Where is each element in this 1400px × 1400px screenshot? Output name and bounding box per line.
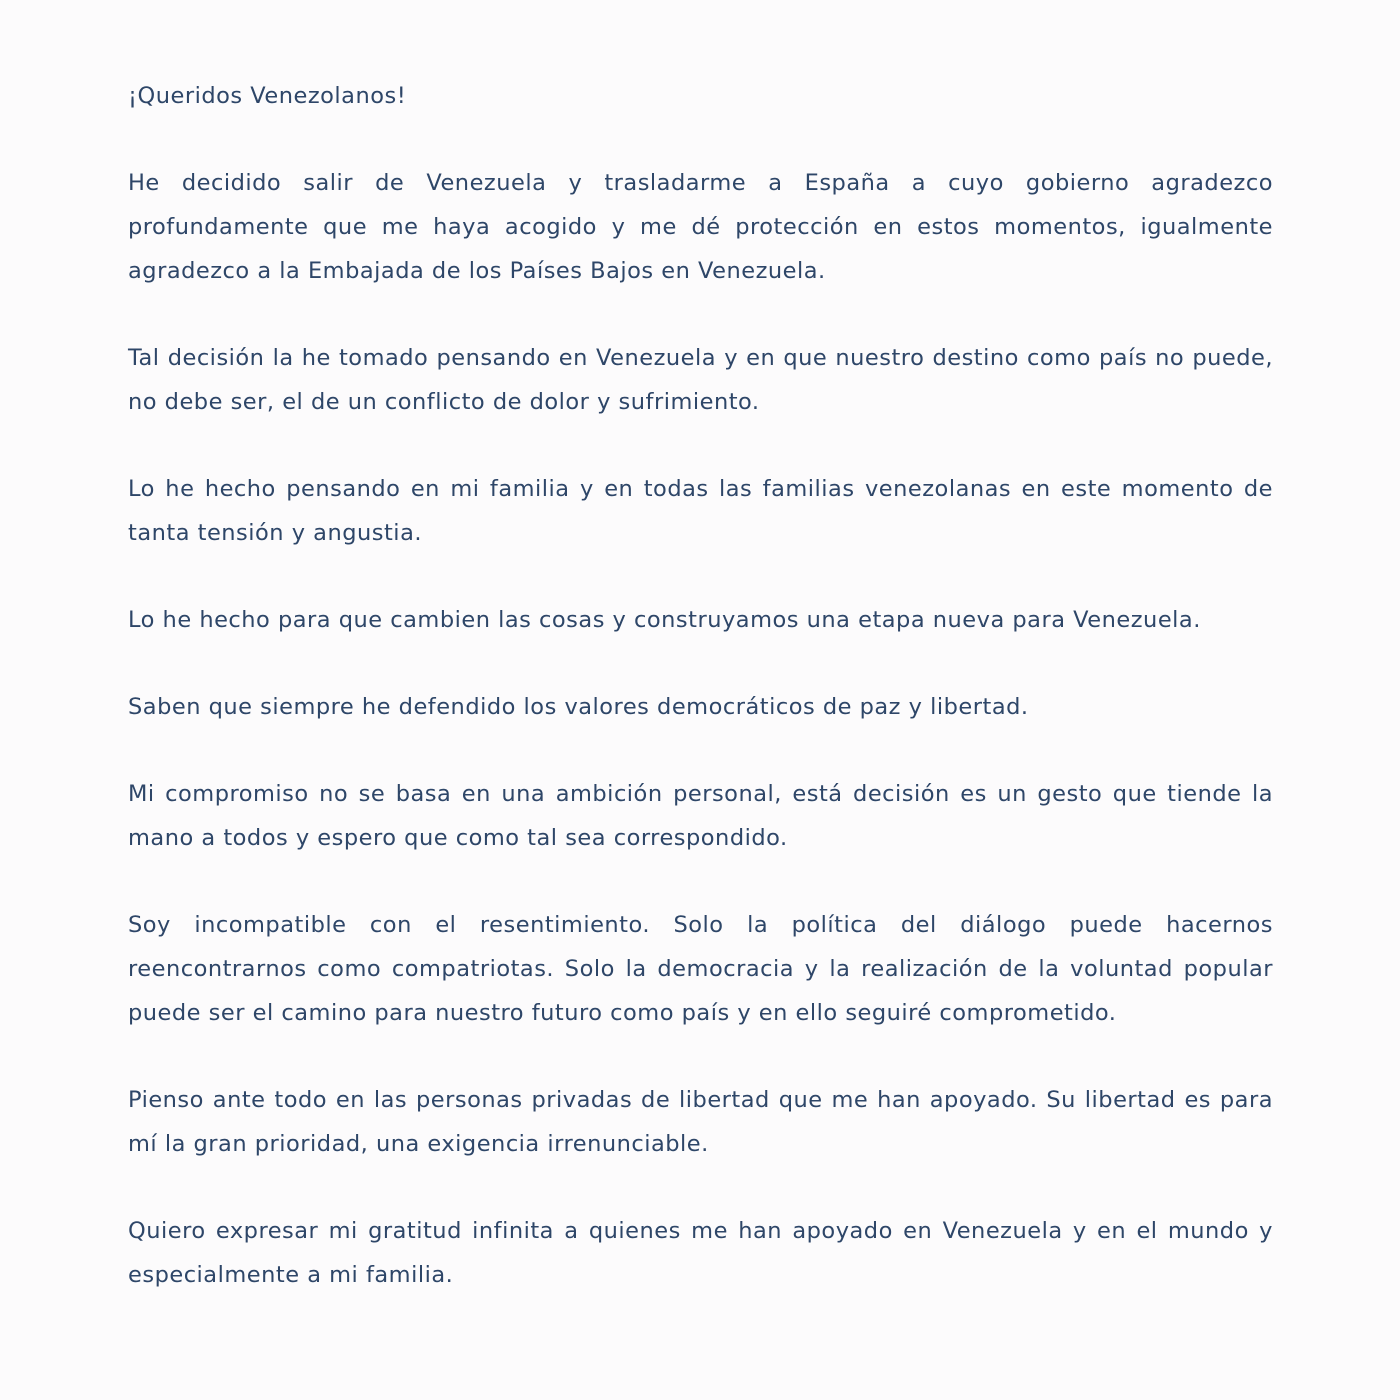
paragraph: Soy incompatible con el resentimiento. Solo la política del diálogo puede hacernos reencontrarnos como compatriotas. Solo la democracia y la realización de la voluntad popular puede ser el camino para nuestro futuro como país y en ello seguiré comprometido. (128, 912, 1273, 1026)
paragraph: Lo he hecho para que cambien las cosas y construyamos una etapa nueva para Venezuela. (128, 607, 1201, 633)
paragraph: Tal decisión la he tomado pensando en Venezuela y en que nuestro destino como país no puede, no debe ser, el de un conflicto de dolor y sufrimiento. (128, 345, 1273, 415)
paragraph: Saben que siempre he defendido los valores democráticos de paz y libertad. (128, 694, 1029, 720)
paragraph: Quiero expresar mi gratitud infinita a quienes me han apoyado en Venezuela y en el mundo y especialmente a mi familia. (128, 1218, 1273, 1288)
paragraph: Mi compromiso no se basa en una ambición personal, está decisión es un gesto que tiende la mano a todos y espero que como tal sea correspondido. (128, 781, 1273, 851)
paragraph: He decidido salir de Venezuela y trasladarme a España a cuyo gobierno agradezco profundamente que me haya acogido y me dé protección en estos momentos, igualmente agradezco a la Embajada de los Países Bajos en Venezuela. (128, 170, 1273, 284)
paragraph: Pienso ante todo en las personas privadas de libertad que me han apoyado. Su libertad es para mí la gran prioridad, una exigencia irrenunciable. (128, 1087, 1273, 1157)
salutation: ¡Queridos Venezolanos! (128, 83, 407, 109)
letter-body (128, 74, 1273, 1297)
paragraph: Lo he hecho pensando en mi familia y en todas las familias venezolanas en este momento de tanta tensión y angustia. (128, 476, 1273, 546)
